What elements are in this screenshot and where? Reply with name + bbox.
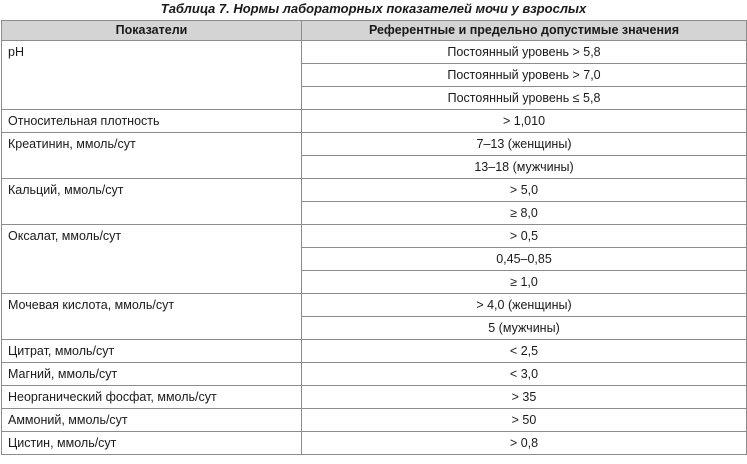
- table-row: [2, 179, 747, 202]
- value-cell: 7–13 (женщины): [302, 133, 747, 156]
- value-cell: > 0,5: [302, 225, 747, 248]
- value-cell: > 4,0 (женщины): [302, 294, 747, 317]
- table-row: [2, 340, 747, 363]
- value-cell: < 3,0: [302, 363, 747, 386]
- value-cell: Постоянный уровень > 7,0: [302, 64, 747, 87]
- parameter-cell: Аммоний, ммоль/сут: [2, 409, 302, 432]
- table-caption: Таблица 7. Нормы лабораторных показателей мочи у взрослых: [160, 1, 587, 16]
- parameter-cell: Цитрат, ммоль/сут: [2, 340, 302, 363]
- value-cell: Постоянный уровень > 5,8: [302, 41, 747, 64]
- parameter-cell: Кальций, ммоль/сут: [2, 179, 302, 225]
- parameter-cell: Креатинин, ммоль/сут: [2, 133, 302, 179]
- table-row: [2, 110, 747, 133]
- header-parameters: Показатели: [2, 21, 302, 41]
- table-row: [2, 133, 747, 156]
- table-body: [2, 41, 747, 455]
- value-cell: ≥ 8,0: [302, 202, 747, 225]
- parameter-cell: Цистин, ммоль/сут: [2, 432, 302, 455]
- value-cell: ≥ 1,0: [302, 271, 747, 294]
- parameter-cell: Магний, ммоль/сут: [2, 363, 302, 386]
- value-cell: > 0,8: [302, 432, 747, 455]
- parameter-cell: Оксалат, ммоль/сут: [2, 225, 302, 294]
- table-row: [2, 409, 747, 432]
- value-cell: 5 (мужчины): [302, 317, 747, 340]
- table-row: [2, 294, 747, 317]
- parameter-cell: pH: [2, 41, 302, 110]
- lab-norms-table: [1, 20, 747, 455]
- parameter-cell: Неорганический фосфат, ммоль/сут: [2, 386, 302, 409]
- value-cell: > 35: [302, 386, 747, 409]
- table-row: [2, 225, 747, 248]
- table-header-row: [2, 21, 747, 41]
- value-cell: Постоянный уровень ≤ 5,8: [302, 87, 747, 110]
- value-cell: 0,45–0,85: [302, 248, 747, 271]
- value-cell: < 2,5: [302, 340, 747, 363]
- parameter-cell: Мочевая кислота, ммоль/сут: [2, 294, 302, 340]
- value-cell: 13–18 (мужчины): [302, 156, 747, 179]
- header-reference-values: Референтные и предельно допустимые значения: [302, 21, 747, 41]
- table-row: [2, 41, 747, 64]
- table-row: [2, 363, 747, 386]
- value-cell: > 1,010: [302, 110, 747, 133]
- value-cell: > 5,0: [302, 179, 747, 202]
- parameter-cell: Относительная плотность: [2, 110, 302, 133]
- table-row: [2, 432, 747, 455]
- table-row: [2, 386, 747, 409]
- value-cell: > 50: [302, 409, 747, 432]
